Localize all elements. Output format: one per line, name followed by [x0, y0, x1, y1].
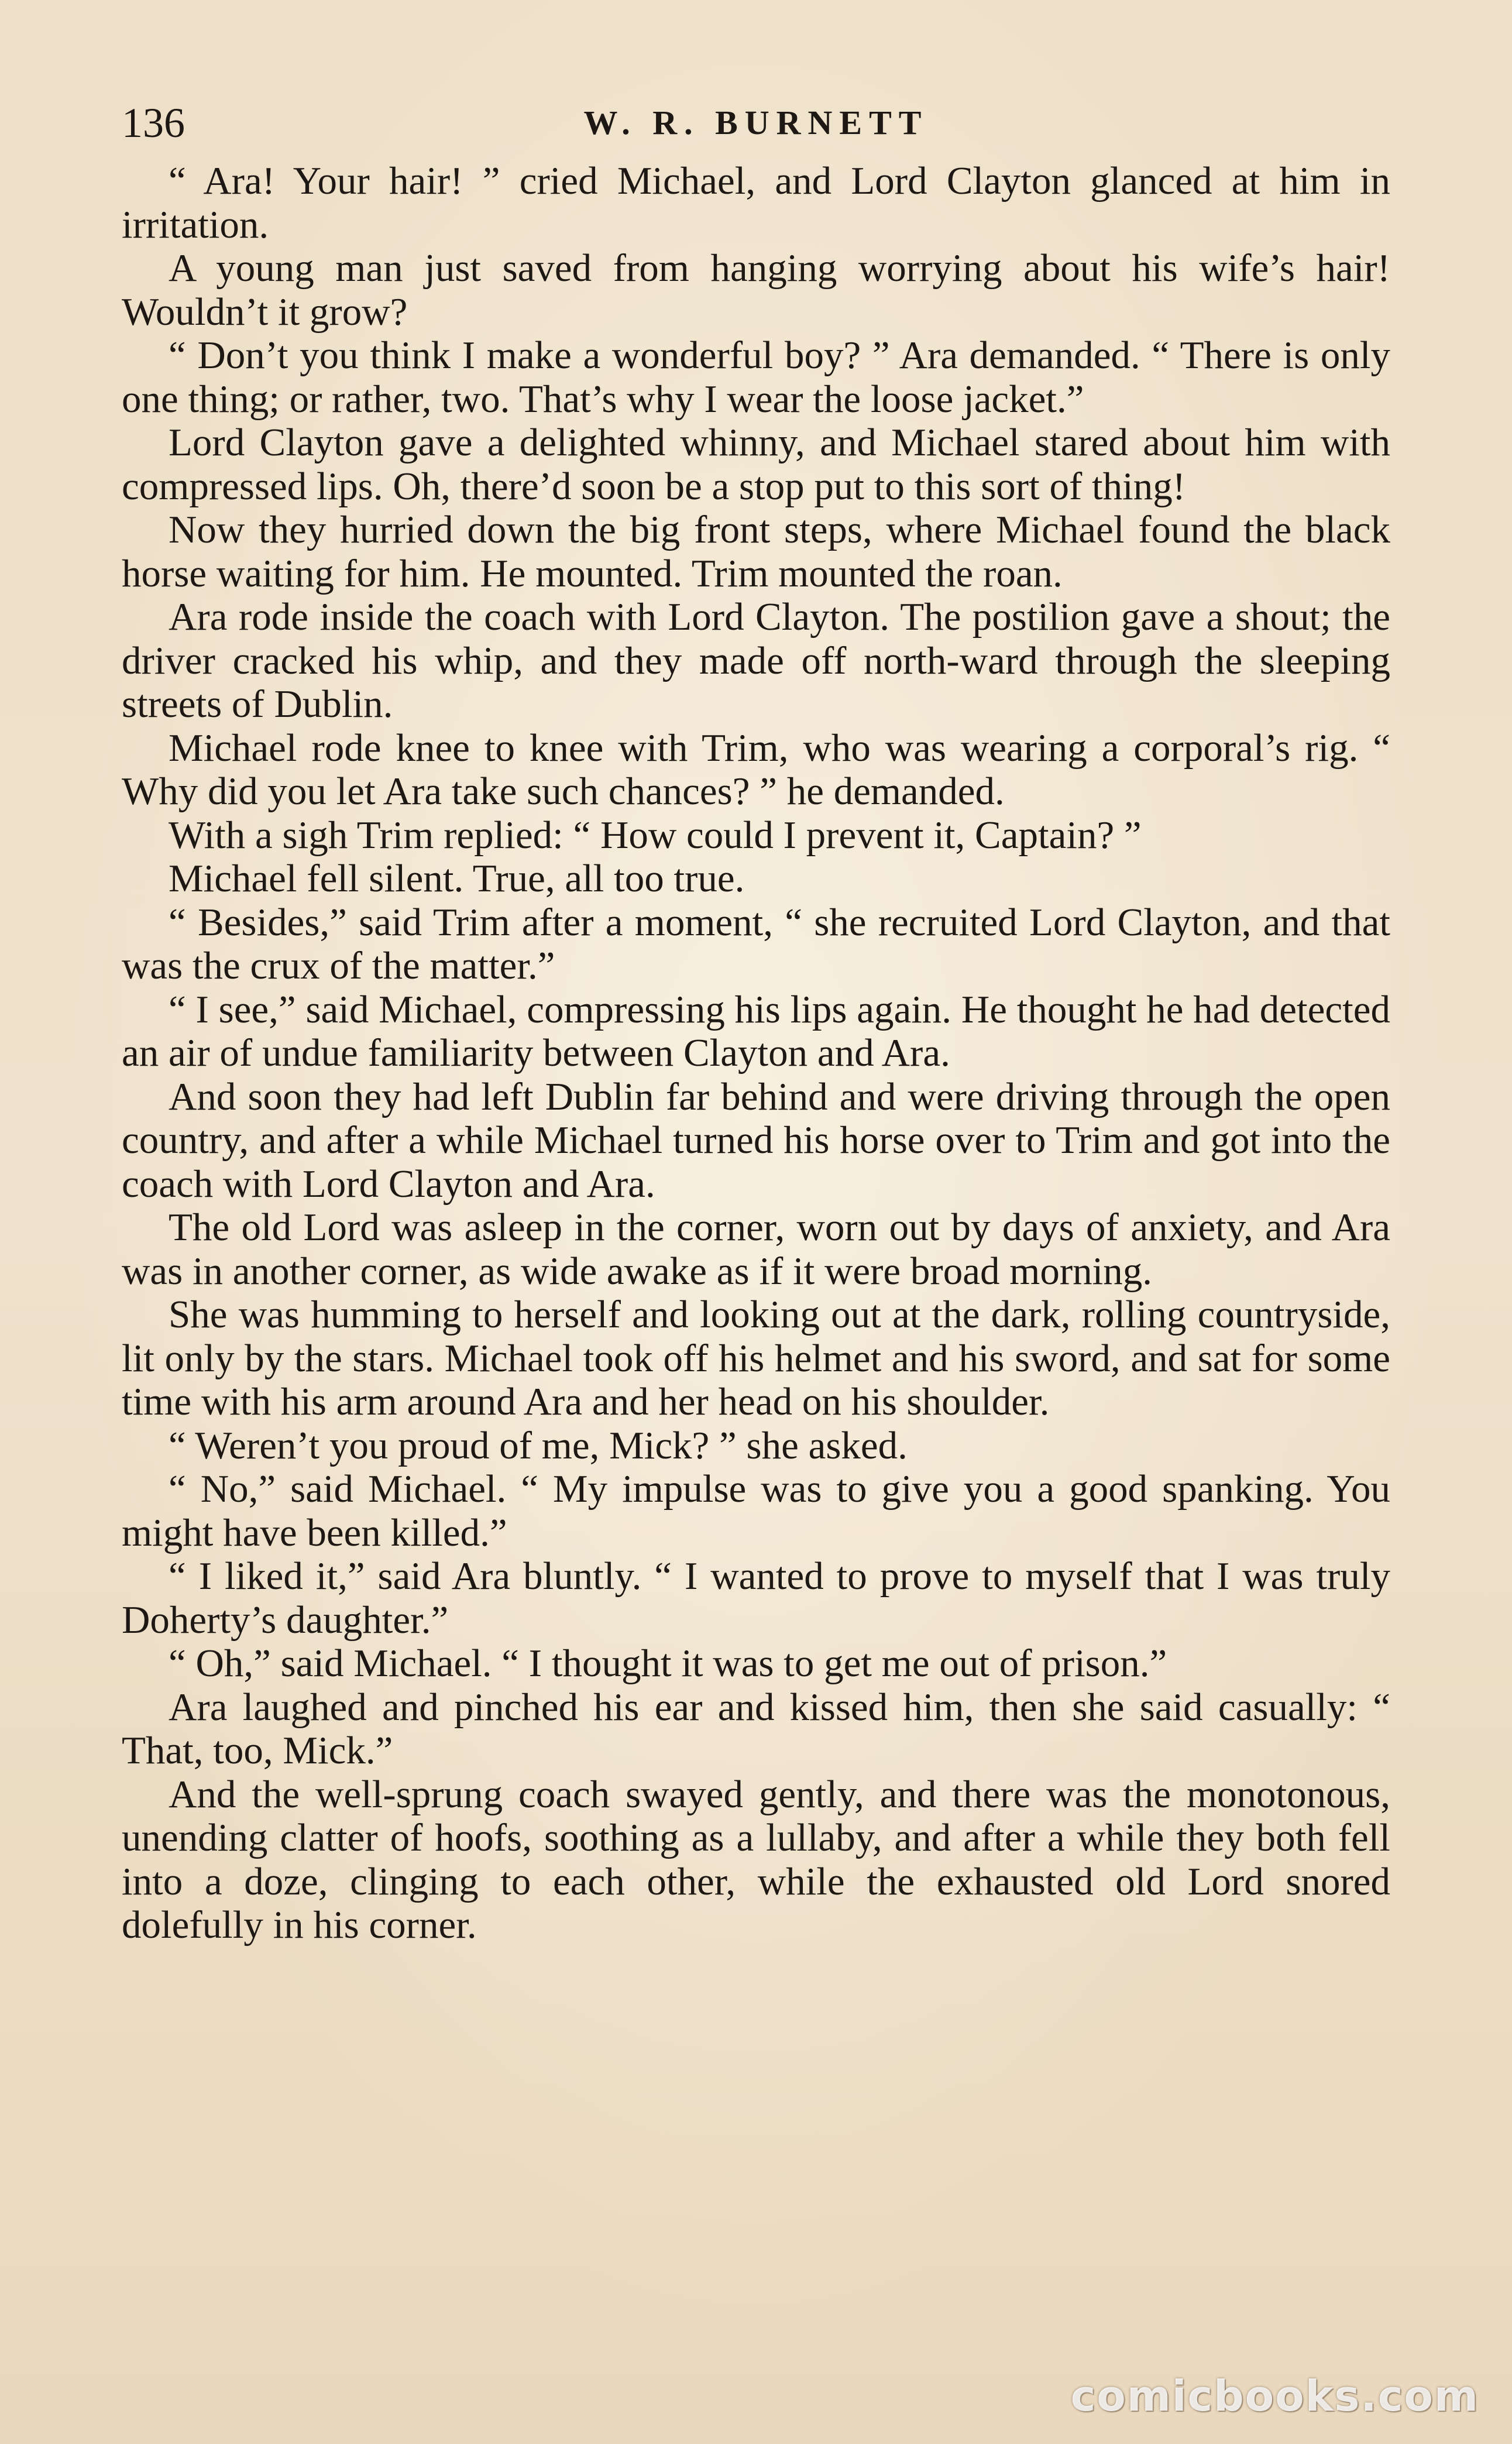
paragraph: “ Oh,” said Michael. “ I thought it was to get me out of prison.”	[169, 1642, 1167, 1685]
paragraph: “ Ara! Your hair! ” cried Michael, and Lord Clayton glanced at him in irritation.	[122, 159, 1390, 246]
paragraph: With a sigh Trim replied: “ How could I prevent it, Captain? ”	[169, 813, 1142, 857]
paragraph: “ I see,” said Michael, compressing his lips again. He thought he had detected an air of undue familiarity between Clayton and Ara.	[122, 987, 1390, 1075]
paragraph: And the well-sprung coach swayed gently, and there was the monotonous, unending clatter of hoofs, soothing as a lullaby, and after a while they both fell into a doze, clinging to each other, while the exhausted old Lord snored dolefully in his corner.	[122, 1772, 1390, 1947]
page-number: 136	[122, 99, 185, 146]
paragraph: “ Don’t you think I make a wonderful boy? ” Ara demanded. “ There is only one thing; or rather, two. That’s why I wear the loose jacket.”	[122, 334, 1390, 421]
paragraph: Michael fell silent. True, all too true.	[169, 857, 745, 900]
page-header	[122, 94, 1390, 152]
paragraph: And soon they had left Dublin far behind and were driving through the open country, and after a while Michael turned his horse over to Trim and got into the coach with Lord Clayton and Ara.	[122, 1075, 1390, 1206]
paragraph: She was humming to herself and looking out at the dark, rolling countryside, lit only by the stars. Michael took off his helmet and his sword, and sat for some time with his arm around Ara and her head on his shoulder.	[122, 1293, 1390, 1423]
paragraph: Now they hurried down the big front steps, where Michael found the black horse waiting for him. He mounted. Trim mounted the roan.	[122, 508, 1390, 595]
paragraph: “ Weren’t you proud of me, Mick? ” she asked.	[169, 1423, 908, 1467]
paragraph: Michael rode knee to knee with Trim, who was wearing a corporal’s rig. “ Why did you let Ara take such chances? ” he demanded.	[122, 726, 1390, 813]
paragraph: “ Besides,” said Trim after a moment, “ she recruited Lord Clayton, and that was the crux of the matter.”	[122, 900, 1390, 987]
paragraph: “ I liked it,” said Ara bluntly. “ I wanted to prove to myself that I was truly Doherty’s daughter.”	[122, 1554, 1390, 1642]
body-text	[122, 159, 1390, 1947]
watermark-logo: comicbooks.com	[1070, 2371, 1479, 2421]
running-head: W. R. BURNETT	[583, 104, 929, 142]
paragraph: Lord Clayton gave a delighted whinny, and Michael stared about him with compressed lips. Oh, there’d soon be a stop put to this sort of thing!	[122, 421, 1390, 508]
paragraph: “ No,” said Michael. “ My impulse was to give you a good spanking. You might have been killed.”	[122, 1467, 1390, 1554]
paragraph: The old Lord was asleep in the corner, worn out by days of anxiety, and Ara was in another corner, as wide awake as if it were broad morning.	[122, 1206, 1390, 1293]
paragraph: Ara rode inside the coach with Lord Clayton. The postilion gave a shout; the driver cracked his whip, and they made off north-ward through the sleeping streets of Dublin.	[122, 595, 1390, 726]
paragraph: A young man just saved from hanging worrying about his wife’s hair! Wouldn’t it grow?	[122, 246, 1390, 334]
paragraph: Ara laughed and pinched his ear and kissed him, then she said casually: “ That, too, Mick.”	[122, 1685, 1390, 1772]
